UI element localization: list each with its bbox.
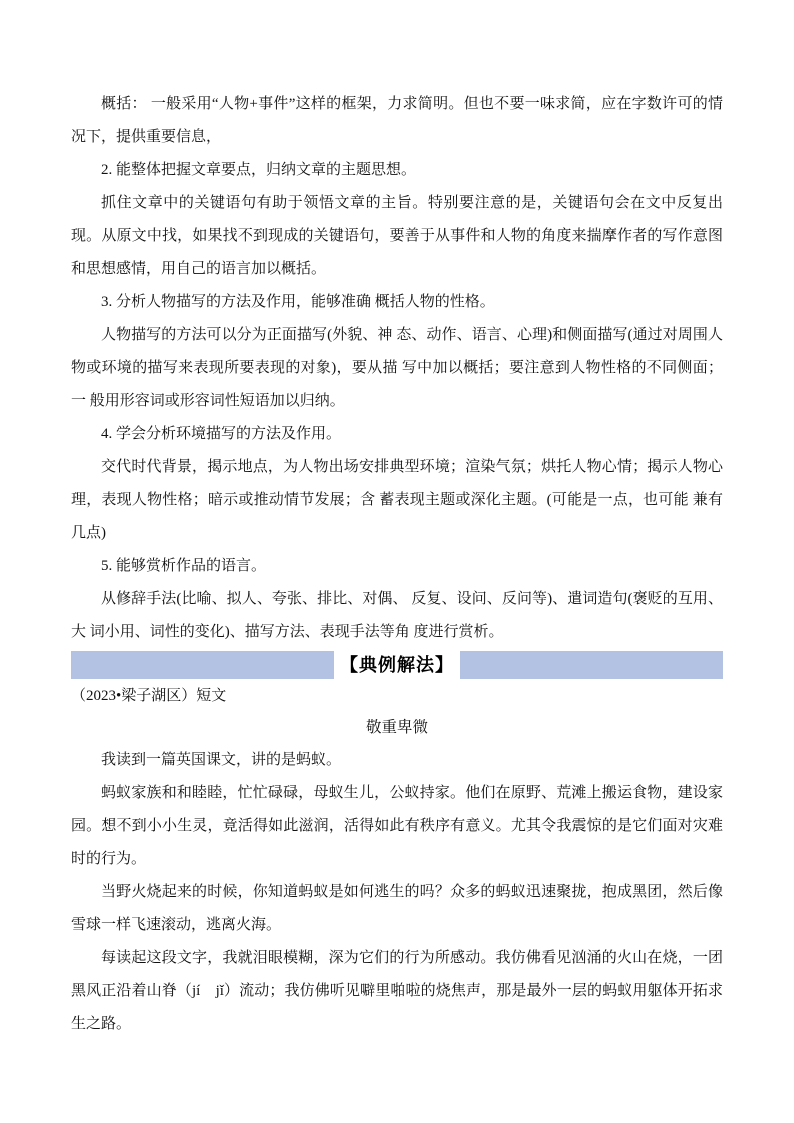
intro-paragraph: 4. 学会分析环境描写的方法及作用。	[101, 426, 342, 442]
essay-paragraph: 当野火烧起来的时候，你知道蚂蚁是如何逃生的吗？众多的蚂蚁迅速聚拢，抱成黑团，然后像雪球一样飞速滚动，逃离火海。	[71, 884, 723, 933]
intro-paragraph: 从修辞手法(比喻、拟人、夸张、排比、对偶、 反复、设问、反问等)、遣词造句(褒贬的互用、大 词小用、词性的变化)、描写方法、表现手法等角 度进行赏析。	[71, 591, 723, 640]
intro-paragraph: 交代时代背景，揭示地点，为人物出场安排典型环境；渲染气氛；烘托人物心情；揭示人物心理，表现人物性格；暗示或推动情节发展；含 蓄表现主题或深化主题。(可能是一点，也可能 兼有几点)	[71, 459, 723, 541]
intro-paragraph: 2. 能整体把握文章要点，归纳文章的主题思想。	[101, 162, 417, 178]
intro-paragraph: 5. 能够赏析作品的语言。	[101, 558, 267, 574]
essay-title: 敬重卑微	[365, 719, 428, 736]
essay-paragraph: 我读到一篇英国课文，讲的是蚂蚁。	[101, 752, 342, 768]
intro-paragraph: 概括： 一般采用“人物+事件”这样的框架，力求简明。但也不要一味求简，应在字数许可的情况下，提供重要信息，	[71, 96, 723, 145]
exam-source-line: （2023•梁子湖区）短文	[71, 688, 227, 704]
section-header-band	[71, 651, 723, 679]
intro-paragraph: 3. 分析人物描写的方法及作用，能够准确 概括人物的性格。	[101, 294, 495, 310]
essay-paragraph: 每读起这段文字，我就泪眼模糊，深为它们的行为所感动。我仿佛看见汹涌的火山在烧，一团黑风正沿着山脊（jí jǐ）流动；我仿佛听见噼里啪啦的烧焦声，那是最外一层的蚂蚁用躯体开拓求生之路。	[71, 950, 723, 1032]
essay-paragraph: 蚂蚁家族和和睦睦，忙忙碌碌，母蚁生儿，公蚁持家。他们在原野、荒滩上搬运食物，建设家园。想不到小小生灵，竟活得如此滋润，活得如此有秩序有意义。尤其令我震惊的是它们面对灾难时的行为。	[71, 785, 723, 867]
section-header-label: 【典例解法】	[334, 651, 460, 679]
intro-paragraph: 人物描写的方法可以分为正面描写(外貌、神 态、动作、语言、心理)和侧面描写(通过对周围人 物或环境的描写来表现所要表现的对象)，要从描 写中加以概括；要注意到人物性格的不同侧面； 一 般用形容词或形容词性短语加以归纳。	[71, 327, 723, 409]
intro-paragraph: 抓住文章中的关键语句有助于领悟文章的主旨。特别要注意的是，关键语句会在文中反复出现。从原文中找，如果找不到现成的关键语句，要善于从事件和人物的角度来揣摩作者的写作意图和思想感情，用自己的语言加以概括。	[71, 195, 723, 277]
